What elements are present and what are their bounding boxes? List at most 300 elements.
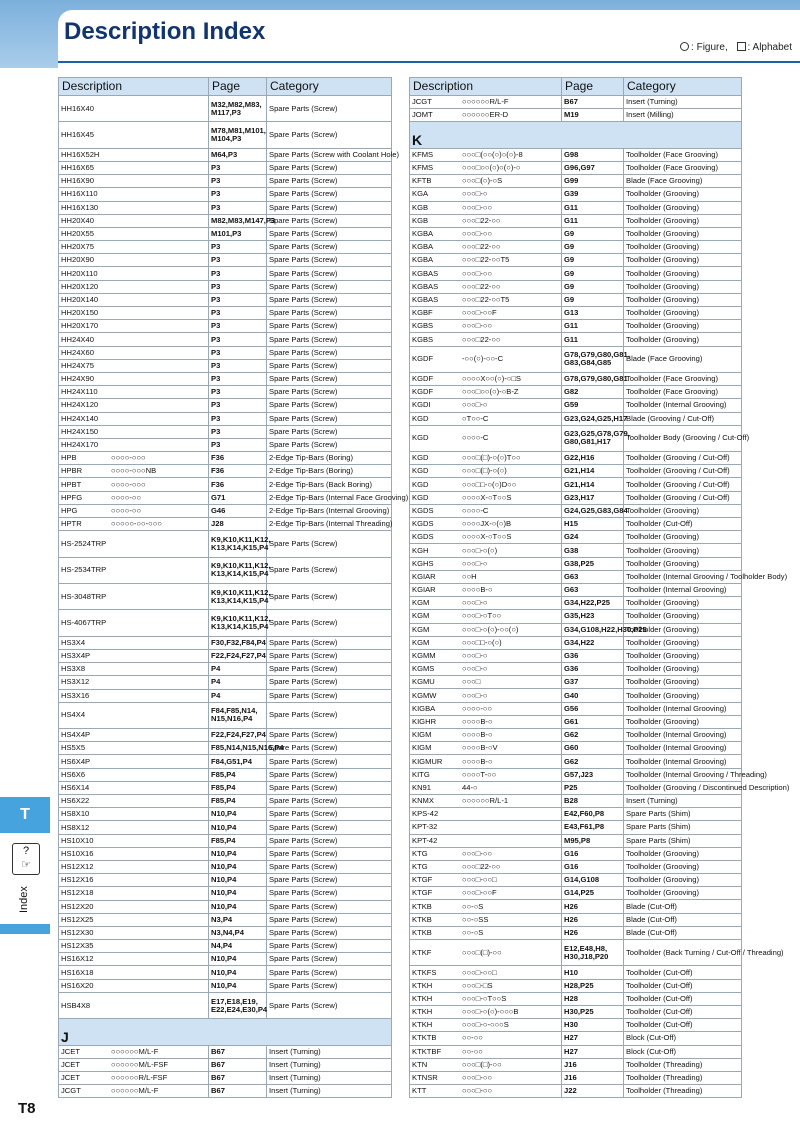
category-cell: Toolholder (Internal Grooving) <box>624 399 742 412</box>
page-cell[interactable]: P3 <box>209 399 267 412</box>
table-row <box>59 742 392 755</box>
category-cell: Spare Parts (Screw) <box>267 188 392 201</box>
page-cell[interactable]: B67 <box>209 1058 267 1071</box>
category-cell: Toolholder (Threading) <box>624 1085 742 1098</box>
page-cell[interactable]: P25 <box>562 781 624 794</box>
page-cell[interactable]: G98 <box>562 148 624 161</box>
page-cell[interactable]: F85,P4 <box>209 781 267 794</box>
page-cell[interactable]: H15 <box>562 518 624 531</box>
page-cell[interactable]: G23,G24,G25,H17 <box>562 412 624 425</box>
page-cell[interactable]: G11 <box>562 201 624 214</box>
page-cell[interactable]: G56 <box>562 702 624 715</box>
description-code: KIGHR <box>412 716 437 726</box>
page-cell[interactable]: J22 <box>562 1085 624 1098</box>
description-code: HPB <box>61 453 77 463</box>
page-cell[interactable]: G96,G97 <box>562 161 624 174</box>
page-cell[interactable]: G11 <box>562 333 624 346</box>
category-cell: Toolholder (Grooving) <box>624 280 742 293</box>
page-cell[interactable]: P3 <box>209 425 267 438</box>
page-cell[interactable]: P3 <box>209 386 267 399</box>
table-row <box>410 966 742 979</box>
page-cell[interactable]: K9,K10,K11,K12, K13,K14,K15,P4 <box>209 610 267 636</box>
description-code: HS8X10 <box>61 809 90 819</box>
table-row <box>410 742 742 755</box>
category-cell: Toolholder (Grooving) <box>624 860 742 873</box>
category-cell: Blade (Cut-Off) <box>624 913 742 926</box>
category-cell: Spare Parts (Screw) <box>267 979 392 992</box>
page-cell[interactable]: F85,N14,N15,N16,P4 <box>209 742 267 755</box>
page-cell[interactable]: G34,H22 <box>562 636 624 649</box>
description-cell <box>410 267 562 280</box>
category-cell: Toolholder (Grooving) <box>624 504 742 517</box>
page-cell[interactable]: P3 <box>209 267 267 280</box>
page-cell[interactable]: K9,K10,K11,K12, K13,K14,K15,P4 <box>209 557 267 583</box>
description-code: KIGBA <box>412 703 436 713</box>
description-cell <box>59 175 209 188</box>
category-cell: Toolholder (Grooving) <box>624 887 742 900</box>
description-code: HH24X90 <box>61 374 94 384</box>
description-pattern: ○○○□22-○○ <box>462 334 501 344</box>
category-cell: Spare Parts (Screw) <box>267 386 392 399</box>
table-row <box>410 96 742 109</box>
page-cell[interactable]: N3,N4,P4 <box>209 926 267 939</box>
page-cell[interactable]: G22,H16 <box>562 452 624 465</box>
category-cell: Toolholder (Grooving / Cut-Off) <box>624 491 742 504</box>
page-cell[interactable]: P3 <box>209 372 267 385</box>
description-pattern: ○○○○X-○T○○S <box>462 492 512 502</box>
description-cell <box>59 979 209 992</box>
page-cell[interactable]: G23,H17 <box>562 491 624 504</box>
description-pattern: ○○○○○○ER-D <box>462 110 509 120</box>
description-code: HH24X150 <box>61 426 99 436</box>
page-cell[interactable]: H26 <box>562 900 624 913</box>
category-cell: Spare Parts (Screw) <box>267 795 392 808</box>
description-cell <box>410 1058 562 1071</box>
table-row <box>410 702 742 715</box>
page-cell[interactable]: G36 <box>562 649 624 662</box>
description-pattern: ○○○○○○M/L-F <box>111 1046 159 1056</box>
col-page: Page <box>562 78 624 96</box>
description-cell <box>59 359 209 372</box>
page-cell[interactable]: F22,F24,F27,P4 <box>209 649 267 662</box>
description-code: HS4X4P <box>61 730 91 740</box>
page-cell[interactable]: P4 <box>209 676 267 689</box>
table-row <box>59 808 392 821</box>
page-cell[interactable]: M82,M83,M147,P3 <box>209 214 267 227</box>
page-cell[interactable]: H26 <box>562 926 624 939</box>
category-cell: Spare Parts (Screw) <box>267 874 392 887</box>
category-cell: Toolholder (Internal Grooving) <box>624 742 742 755</box>
page-cell[interactable]: G35,H23 <box>562 610 624 623</box>
description-cell <box>59 452 209 465</box>
table-row <box>59 227 392 240</box>
page-cell[interactable]: B67 <box>209 1072 267 1085</box>
description-code: JCET <box>61 1059 80 1069</box>
table-row <box>410 926 742 939</box>
page-cell[interactable]: H28,P25 <box>562 979 624 992</box>
description-code: HS3X4 <box>61 637 86 647</box>
page-cell[interactable]: E43,F61,P8 <box>562 821 624 834</box>
table-row <box>59 346 392 359</box>
page-cell[interactable]: P3 <box>209 280 267 293</box>
category-cell: Spare Parts (Screw) <box>267 201 392 214</box>
page-cell[interactable]: G57,J23 <box>562 768 624 781</box>
page-cell[interactable]: G9 <box>562 227 624 240</box>
description-pattern: ○○○○T-○○ <box>462 769 497 779</box>
description-code: KGA <box>412 189 429 199</box>
page-cell[interactable]: G99 <box>562 175 624 188</box>
category-cell: Toolholder (Back Turning / Cut-Off / Threading) <box>624 940 742 966</box>
category-cell: Spare Parts (Shim) <box>624 834 742 847</box>
page-cell[interactable]: F22,F24,F27,P4 <box>209 729 267 742</box>
table-row <box>410 913 742 926</box>
table-row <box>59 663 392 676</box>
description-code: KTKTB <box>412 1033 437 1043</box>
page-cell[interactable]: G21,H14 <box>562 478 624 491</box>
page-cell[interactable]: G46 <box>209 504 267 517</box>
description-pattern: ○○○□(○)-○S <box>462 176 503 186</box>
category-cell: Spare Parts (Screw) <box>267 834 392 847</box>
category-cell: Spare Parts (Screw) <box>267 689 392 702</box>
table-row <box>59 293 392 306</box>
page-cell[interactable]: F36 <box>209 478 267 491</box>
category-cell: Insert (Milling) <box>624 109 742 122</box>
page-cell[interactable]: P3 <box>209 359 267 372</box>
table-row <box>410 847 742 860</box>
table-row <box>410 808 742 821</box>
description-code: JCGT <box>412 97 432 107</box>
description-code: KTG <box>412 862 428 872</box>
page-cell[interactable]: P3 <box>209 307 267 320</box>
page-cell[interactable]: G38,P25 <box>562 557 624 570</box>
page-cell[interactable]: G40 <box>562 689 624 702</box>
page-cell[interactable]: G9 <box>562 254 624 267</box>
description-cell <box>410 148 562 161</box>
page-cell[interactable]: E42,F60,P8 <box>562 808 624 821</box>
category-cell: Spare Parts (Screw) <box>267 729 392 742</box>
page-cell[interactable]: N10,P4 <box>209 874 267 887</box>
page-cell[interactable]: G82 <box>562 386 624 399</box>
description-cell <box>59 663 209 676</box>
page-cell[interactable]: G16 <box>562 860 624 873</box>
category-cell: Toolholder (Cut-Off) <box>624 1006 742 1019</box>
page-cell[interactable]: G78,G79,G80,G81 <box>562 372 624 385</box>
page-cell[interactable]: G34,G108,H22,H30,P25 <box>562 623 624 636</box>
table-row <box>410 399 742 412</box>
page-cell[interactable]: P3 <box>209 241 267 254</box>
page-cell[interactable]: P3 <box>209 201 267 214</box>
page-cell[interactable]: G9 <box>562 293 624 306</box>
table-row <box>59 531 392 557</box>
page-cell[interactable]: F84,G51,P4 <box>209 755 267 768</box>
description-cell <box>59 584 209 610</box>
page-cell[interactable]: H26 <box>562 913 624 926</box>
page-cell[interactable]: M32,M82,M83, M117,P3 <box>209 96 267 122</box>
description-pattern: ○○○□-○-○○○S <box>462 1020 509 1030</box>
category-cell: Toolholder (Grooving) <box>624 663 742 676</box>
page-cell[interactable]: G16 <box>562 847 624 860</box>
page-cell[interactable]: P3 <box>209 161 267 174</box>
page-cell[interactable]: G59 <box>562 399 624 412</box>
description-code: KIGMUR <box>412 756 443 766</box>
page-cell[interactable]: H10 <box>562 966 624 979</box>
description-pattern: ○○○○-C <box>462 505 489 515</box>
page-cell[interactable]: N10,P4 <box>209 808 267 821</box>
description-pattern: ○○○○X-○T○○S <box>462 532 512 542</box>
table-row <box>59 940 392 953</box>
description-cell <box>410 1045 562 1058</box>
page-cell[interactable]: B67 <box>209 1085 267 1098</box>
page-cell[interactable]: N10,P4 <box>209 887 267 900</box>
description-cell <box>59 504 209 517</box>
description-cell <box>410 649 562 662</box>
description-cell <box>410 992 562 1005</box>
section-header <box>410 122 742 148</box>
table-row <box>59 729 392 742</box>
page-cell[interactable]: K9,K10,K11,K12, K13,K14,K15,P4 <box>209 531 267 557</box>
page-cell[interactable]: N10,P4 <box>209 953 267 966</box>
category-cell: Spare Parts (Screw) <box>267 742 392 755</box>
page-cell[interactable]: G38 <box>562 544 624 557</box>
page-cell[interactable]: F30,F32,F84,P4 <box>209 636 267 649</box>
page-cell[interactable]: G63 <box>562 570 624 583</box>
page-cell[interactable]: P3 <box>209 254 267 267</box>
description-pattern: ○○○○○○M/L-F <box>111 1086 159 1096</box>
page-cell[interactable]: F36 <box>209 465 267 478</box>
table-row <box>59 96 392 122</box>
category-cell: Insert (Turning) <box>267 1072 392 1085</box>
table-row <box>410 979 742 992</box>
category-cell: Toolholder (Cut-Off) <box>624 1019 742 1032</box>
page-cell[interactable]: N10,P4 <box>209 979 267 992</box>
description-code: KTT <box>412 1086 427 1096</box>
page-cell[interactable]: H27 <box>562 1032 624 1045</box>
circle-icon <box>680 42 689 51</box>
page-cell[interactable]: F84,F85,N14, N15,N16,P4 <box>209 702 267 728</box>
category-cell: Spare Parts (Screw) <box>267 821 392 834</box>
table-row <box>410 689 742 702</box>
page-cell[interactable]: P4 <box>209 689 267 702</box>
category-cell: Toolholder (Grooving) <box>624 544 742 557</box>
description-pattern: ○○○□-○○□ <box>462 875 497 885</box>
page-cell[interactable]: N3,P4 <box>209 913 267 926</box>
category-cell: Toolholder (Grooving) <box>624 293 742 306</box>
page-cell[interactable]: P3 <box>209 293 267 306</box>
description-code: JCET <box>61 1073 80 1083</box>
description-cell <box>410 241 562 254</box>
page-cell[interactable]: P3 <box>209 188 267 201</box>
page-cell[interactable]: G11 <box>562 214 624 227</box>
page-cell[interactable]: G36 <box>562 663 624 676</box>
description-code: HH20X110 <box>61 268 98 278</box>
description-pattern: ○○H <box>462 571 477 581</box>
page-cell[interactable]: G9 <box>562 267 624 280</box>
description-code: KGMW <box>412 690 437 700</box>
page-cell[interactable]: N4,P4 <box>209 940 267 953</box>
page-cell[interactable]: M19 <box>562 109 624 122</box>
page-cell[interactable]: J28 <box>209 518 267 531</box>
page-cell[interactable]: M95,P8 <box>562 834 624 847</box>
page-cell[interactable]: G78,G79,G80,G81, G83,G84,G85 <box>562 346 624 372</box>
description-cell <box>410 320 562 333</box>
page-cell[interactable]: P4 <box>209 663 267 676</box>
page-cell[interactable]: P3 <box>209 333 267 346</box>
description-code: HH24X140 <box>61 413 99 423</box>
description-cell <box>410 821 562 834</box>
index-table-left <box>58 77 409 1098</box>
description-code: HS12X16 <box>61 875 94 885</box>
description-pattern: ○○○○-○○ <box>462 703 493 713</box>
description-pattern: ○○○□○○(○)○(○)-○ <box>462 163 521 173</box>
page-cell[interactable]: P3 <box>209 320 267 333</box>
description-pattern: ○○○□-○○ <box>462 229 493 238</box>
table-row <box>59 504 392 517</box>
description-cell <box>59 702 209 728</box>
description-cell <box>410 597 562 610</box>
table-row <box>59 320 392 333</box>
table-row <box>59 175 392 188</box>
page-cell[interactable]: M101,P3 <box>209 227 267 240</box>
table-row <box>59 860 392 873</box>
description-cell <box>410 386 562 399</box>
page-cell[interactable]: N10,P4 <box>209 847 267 860</box>
page-cell[interactable]: G9 <box>562 241 624 254</box>
description-pattern: ○○○□-□S <box>462 980 493 990</box>
description-code: HS10X16 <box>61 848 94 858</box>
description-pattern: ○T○○-C <box>462 413 489 423</box>
page-cell[interactable]: B67 <box>209 1045 267 1058</box>
description-cell <box>410 623 562 636</box>
page-cell[interactable]: M64,P3 <box>209 148 267 161</box>
page-cell[interactable]: J16 <box>562 1058 624 1071</box>
page-cell[interactable]: G9 <box>562 280 624 293</box>
table-row <box>59 821 392 834</box>
page-cell[interactable]: N10,P4 <box>209 900 267 913</box>
page-cell[interactable]: G39 <box>562 188 624 201</box>
page-cell[interactable]: H27 <box>562 1045 624 1058</box>
page-cell[interactable]: B28 <box>562 794 624 807</box>
page-cell[interactable]: P3 <box>209 412 267 425</box>
category-cell: Spare Parts (Screw) <box>267 425 392 438</box>
page-cell[interactable]: G71 <box>209 491 267 504</box>
page-cell[interactable]: G34,H22,P25 <box>562 597 624 610</box>
table-row <box>59 689 392 702</box>
page-cell[interactable]: G60 <box>562 742 624 755</box>
section-tab-t[interactable]: T <box>0 797 50 833</box>
description-code: HH16X110 <box>61 189 98 199</box>
category-cell: Spare Parts (Screw) <box>267 663 392 676</box>
table-row <box>410 729 742 742</box>
index-table-right <box>409 77 790 1098</box>
page-cell[interactable]: N10,P4 <box>209 966 267 979</box>
description-pattern: ○○○○B-○ <box>462 756 493 766</box>
legend-figure: : Figure, <box>691 42 728 53</box>
table-row <box>59 755 392 768</box>
page-cell[interactable]: G23,G25,G78,G79, G80,G81,H17 <box>562 425 624 451</box>
description-pattern: -○○(○)-○○-C <box>462 354 504 364</box>
table-row <box>410 649 742 662</box>
page-cell[interactable]: F85,P4 <box>209 768 267 781</box>
description-pattern: ○○○□-○○F <box>462 308 497 318</box>
page-cell[interactable]: G63 <box>562 583 624 596</box>
category-cell: Toolholder (Grooving) <box>624 689 742 702</box>
category-cell: Block (Cut-Off) <box>624 1045 742 1058</box>
page-cell[interactable]: G24 <box>562 531 624 544</box>
table-row <box>410 715 742 728</box>
page-cell[interactable]: F36 <box>209 452 267 465</box>
category-cell: Spare Parts (Screw) <box>267 122 392 148</box>
page-cell[interactable]: P3 <box>209 175 267 188</box>
page-cell[interactable]: P3 <box>209 346 267 359</box>
page-cell[interactable]: G37 <box>562 676 624 689</box>
category-cell: Toolholder (Grooving) <box>624 333 742 346</box>
description-cell <box>410 227 562 240</box>
page-cell[interactable]: G13 <box>562 307 624 320</box>
table-row <box>59 1058 392 1071</box>
description-cell <box>59 926 209 939</box>
table-row <box>59 201 392 214</box>
page-cell[interactable]: E12,E48,H8, H30,J18,P20 <box>562 940 624 966</box>
category-cell: Toolholder (Grooving) <box>624 847 742 860</box>
description-cell <box>410 742 562 755</box>
page-cell[interactable]: E17,E18,E19, E22,E24,E30,P4 <box>209 992 267 1018</box>
page-cell[interactable]: G14,P25 <box>562 887 624 900</box>
description-code: HPBT <box>61 479 82 489</box>
description-code: KGHS <box>412 558 434 568</box>
table-row <box>410 676 742 689</box>
table-row <box>59 610 392 636</box>
table-row <box>59 795 392 808</box>
category-cell: Toolholder (Threading) <box>624 1071 742 1084</box>
description-pattern: ○○○□-○○ <box>462 848 493 858</box>
page-cell[interactable]: G62 <box>562 729 624 742</box>
page-cell[interactable]: G21,H14 <box>562 465 624 478</box>
table-row <box>59 386 392 399</box>
page-cell[interactable]: H28 <box>562 992 624 1005</box>
page-cell[interactable]: G11 <box>562 320 624 333</box>
page-cell[interactable]: H30,P25 <box>562 1006 624 1019</box>
page-cell[interactable]: N10,P4 <box>209 860 267 873</box>
page-cell[interactable]: J16 <box>562 1071 624 1084</box>
category-cell: Spare Parts (Screw) <box>267 254 392 267</box>
description-cell <box>410 808 562 821</box>
description-code: KGB <box>412 215 429 225</box>
page-cell[interactable]: B67 <box>562 96 624 109</box>
description-pattern: ○○○□-○T○○S <box>462 993 507 1003</box>
page-cell[interactable]: K9,K10,K11,K12, K13,K14,K15,P4 <box>209 584 267 610</box>
description-cell <box>59 399 209 412</box>
category-cell: Spare Parts (Screw) <box>267 161 392 174</box>
page-cell[interactable]: G61 <box>562 715 624 728</box>
description-code: HPG <box>61 505 78 515</box>
page-cell[interactable]: G24,G25,G83,G84 <box>562 504 624 517</box>
description-pattern: ○○○□-○ <box>462 664 488 674</box>
description-code: HH20X75 <box>61 242 94 252</box>
description-code: HH16X52H <box>61 149 100 159</box>
page-cell[interactable]: G62 <box>562 755 624 768</box>
table-row <box>410 518 742 531</box>
page-cell[interactable]: G14,G108 <box>562 874 624 887</box>
description-cell <box>59 729 209 742</box>
page-cell[interactable]: H30 <box>562 1019 624 1032</box>
page-cell[interactable]: N10,P4 <box>209 821 267 834</box>
page-cell[interactable]: F85,P4 <box>209 834 267 847</box>
table-row <box>59 636 392 649</box>
page-cell[interactable]: P3 <box>209 438 267 451</box>
page-cell[interactable]: M78,M81,M101, M104,P3 <box>209 122 267 148</box>
page-cell[interactable]: F85,P4 <box>209 795 267 808</box>
description-pattern: ○○○□22-○○T5 <box>462 255 510 265</box>
